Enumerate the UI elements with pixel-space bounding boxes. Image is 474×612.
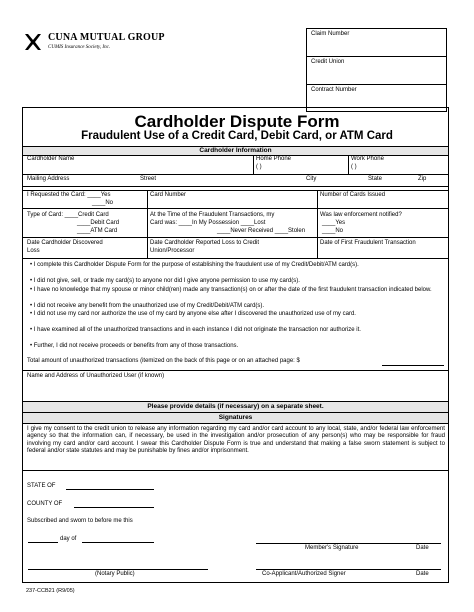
divider: [23, 470, 448, 471]
co-applicant-label: Co-Applicant/Authorized Signer: [262, 571, 346, 577]
statement-item: • I did not use my card nor authorize the use of my card by anyone else after I discovered the unauthorized use of my card.: [30, 311, 356, 317]
date-first-transaction-label: Date of First Fraudulent Transaction: [320, 240, 416, 246]
divider: [147, 208, 148, 237]
signatures-heading: Signatures: [23, 413, 448, 423]
date-discovered-label-2: Loss: [27, 248, 40, 254]
subscribed-label: Subscribed and sworn to before me this: [27, 518, 133, 524]
city-label: City: [306, 176, 317, 182]
day-field[interactable]: [28, 542, 58, 543]
member-date-label: Date: [416, 545, 429, 551]
divider: [23, 155, 448, 156]
day-of-label: day of: [60, 536, 77, 542]
state-of-field[interactable]: [66, 489, 154, 490]
county-of-label: COUNTY OF: [27, 501, 63, 507]
possession-question: At the Time of the Fraudulent Transactions, my: [150, 212, 275, 218]
contract-number-field[interactable]: Contract Number: [311, 87, 357, 93]
co-applicant-date-label: Date: [416, 571, 429, 577]
co-applicant-signature-line[interactable]: [256, 569, 441, 570]
cardholder-info-heading: Cardholder Information: [23, 147, 448, 155]
divider: [317, 237, 318, 258]
member-signature-label: Member's Signature: [305, 545, 359, 551]
divider: [317, 208, 318, 237]
requested-card-yes[interactable]: I Requested the Card: ____Yes: [27, 192, 111, 198]
form-code: 237-CCB21 (R9/05): [26, 588, 75, 594]
statement-item: • I did not give, sell, or trade my card(s) to anyone nor did I give anyone permission to use my card(s).: [30, 278, 300, 284]
divider: [317, 190, 318, 208]
cardholder-name-label: Cardholder Name: [27, 156, 75, 162]
card-type-credit[interactable]: Type of Card: ____Credit Card: [27, 212, 109, 218]
consent-statement: I give my consent to the credit union to release any information regarding my card and/or card account to any local, state, and/or federal law enforcement agency so that the information can, if necessary, be used in the investigation and/or prosecution of any person(s) who may be responsible for fraud involving my card and/or card account. I swear this Cardholder Dispute Form is true and understand that making a false sworn statement is subject to federal and/or state statutes and may be punishable by fines and/or imprisonment.: [27, 425, 445, 455]
member-signature-line[interactable]: [256, 543, 441, 544]
cuna-logo-icon: [22, 31, 44, 53]
card-number-label: Card Number: [150, 192, 187, 198]
divider: [147, 190, 148, 208]
divider: [23, 174, 448, 175]
claim-number-field[interactable]: Claim Number: [307, 29, 446, 57]
month-year-field[interactable]: [82, 542, 154, 543]
form-title: Cardholder Dispute Form: [134, 112, 340, 131]
divider: [23, 208, 448, 209]
date-reported-label-2: Union/Processor: [150, 248, 195, 254]
company-subsidiary: CUMIS Insurance Society, Inc.: [48, 45, 111, 50]
unauthorized-user-label: Name and Address of Unauthorized User (if known): [27, 373, 165, 379]
divider: [23, 370, 448, 371]
total-amount-field[interactable]: [382, 365, 444, 366]
possession-options[interactable]: Card was: ____In My Possession ____Lost: [150, 220, 266, 226]
divider: [23, 190, 448, 191]
divider: [253, 155, 254, 174]
divider: [147, 237, 148, 258]
divider: [23, 237, 448, 238]
details-heading: Please provide details (if necessary) on a separate sheet.: [23, 402, 448, 412]
date-reported-label: Date Cardholder Reported Loss to Credit: [150, 240, 260, 246]
zip-label: Zip: [418, 176, 427, 182]
notary-signature-line[interactable]: [28, 569, 208, 570]
statement-item: • I did not receive any benefit from the unauthorized use of my Credit/Debit/ATM card(s).: [30, 303, 265, 309]
claim-info-box: [306, 28, 447, 112]
total-amount-label: Total amount of unauthorized transactions (itemized on the back of this page or on an attached page: $: [27, 358, 300, 364]
possession-options-2[interactable]: ____Never Received ____Stolen: [217, 228, 306, 234]
home-phone-area[interactable]: ( ): [256, 164, 262, 170]
divider: [23, 258, 448, 259]
divider: [348, 155, 349, 174]
street-label: Street: [140, 176, 157, 182]
state-label: State: [368, 176, 383, 182]
state-of-label: STATE OF: [27, 483, 56, 489]
divider: [23, 186, 448, 187]
credit-union-field[interactable]: Credit Union: [307, 57, 446, 85]
divider: [23, 423, 448, 424]
law-enforcement-question: Was law enforcement notified?: [320, 212, 402, 218]
law-enforcement-yes[interactable]: ____Yes: [322, 220, 346, 226]
county-of-field[interactable]: [74, 507, 154, 508]
notary-public-label: (Notary Public): [95, 571, 135, 577]
card-type-atm[interactable]: ____ATM Card: [77, 228, 118, 234]
statement-item: • Further, I did not receive proceeds or benefits from any of those transactions.: [30, 343, 239, 349]
requested-card-no[interactable]: ____No: [92, 200, 114, 206]
statement-item: • I have no knowledge that my spouse or minor child(ren) made any transaction(s) on or after the date of the first fraudulent transaction indicated below.: [30, 287, 432, 293]
cards-issued-label: Number of Cards Issued: [320, 192, 386, 198]
home-phone-label: Home Phone: [256, 156, 292, 162]
work-phone-area[interactable]: ( ): [351, 164, 357, 170]
card-type-debit[interactable]: ____Debit Card: [77, 220, 120, 226]
mailing-address-label: Mailing Address: [27, 176, 70, 182]
company-name: CUNA MUTUAL GROUP: [48, 32, 165, 43]
work-phone-label: Work Phone: [351, 156, 384, 162]
law-enforcement-no[interactable]: ____No: [322, 228, 344, 234]
date-discovered-label: Date Cardholder Discovered: [27, 240, 103, 246]
statement-item: • I have examined all of the unauthorized transactions and in each instance I did not originate the transaction nor authorize it.: [30, 327, 361, 333]
form-subtitle: Fraudulent Use of a Credit Card, Debit Card, or ATM Card: [81, 130, 393, 142]
statement-item: • I complete this Cardholder Dispute Form for the purpose of establishing the fraudulent use of my Credit/Debit/ATM card(s).: [30, 262, 359, 268]
